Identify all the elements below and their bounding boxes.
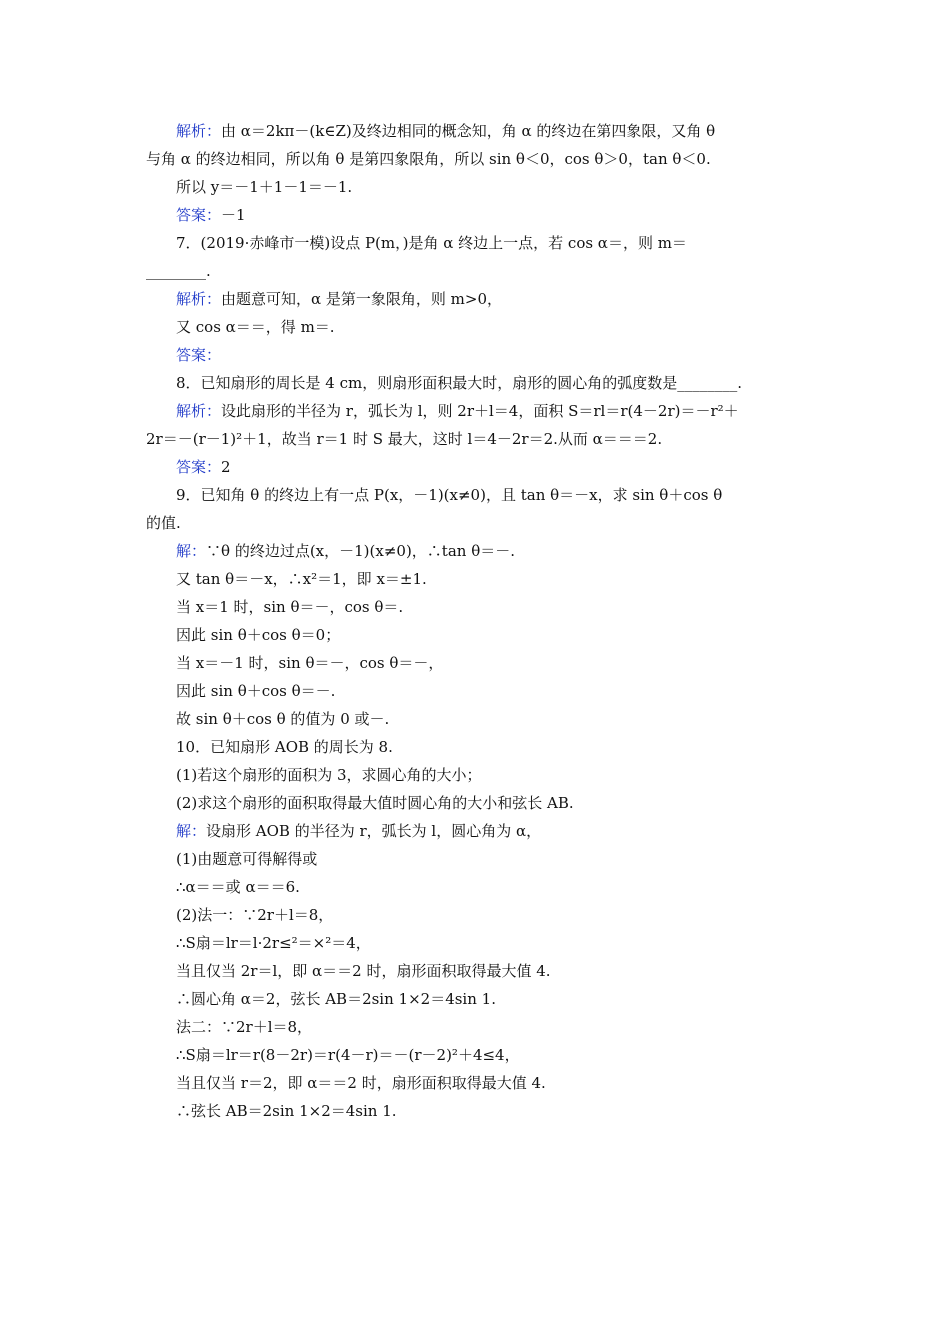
text-line (146, 258, 950, 284)
question-line (176, 734, 950, 760)
text-line (146, 146, 950, 172)
text-line (176, 314, 950, 340)
question-line (176, 482, 950, 508)
line-text: (1)若这个扇形的面积为 3，求圆心角的大小； (176, 766, 482, 784)
answer-label: 答案： (176, 458, 222, 476)
text-line (176, 202, 950, 228)
text-line (176, 986, 950, 1012)
line-text: 9．已知角 θ 的终边上有一点 P(x，－1)(x≠0)，且 tan θ＝－x，求 sin θ＋cos θ (176, 486, 723, 504)
text-line (176, 566, 950, 592)
text-line (176, 762, 950, 788)
text-line (176, 538, 950, 564)
line-text: ∴弦长 AB＝2sin 1×2＝4sin 1. (176, 1102, 397, 1120)
text-line (176, 398, 950, 424)
line-text: 当 x＝－1 时，sin θ＝－，cos θ＝－， (176, 654, 444, 672)
text-line (176, 1042, 950, 1068)
text-line (176, 1070, 950, 1096)
text-line (176, 818, 950, 844)
answer-label: 答案： (176, 346, 222, 364)
line-text: －1 (221, 206, 246, 224)
solution-label: 解析： (176, 402, 222, 420)
line-text: ∴α＝＝或 α＝＝6. (176, 878, 300, 896)
text-line (176, 790, 950, 816)
text-line (176, 622, 950, 648)
text-line (176, 650, 950, 676)
line-text: 因此 sin θ＋cos θ＝－. (176, 682, 336, 700)
text-line (176, 930, 950, 956)
line-text: 当且仅当 2r＝l，即 α＝＝2 时，扇形面积取得最大值 4. (176, 962, 551, 980)
line-text: 设扇形 AOB 的半径为 r，弧长为 l，圆心角为 α， (206, 822, 542, 840)
line-text: 由 α＝2kπ－(k∈Z)及终边相同的概念知，角 α 的终边在第四象限，又角 θ (221, 122, 716, 140)
line-text: 由题意可知，α 是第一象限角，则 m>0， (221, 290, 503, 308)
text-line (176, 594, 950, 620)
line-text: (2)求这个扇形的面积取得最大值时圆心角的大小和弦长 AB. (176, 794, 574, 812)
text-line (176, 454, 950, 480)
line-text: 2 (221, 458, 231, 476)
line-text: 又 cos α＝＝，得 m＝. (176, 318, 335, 336)
solution-label: 解： (176, 822, 207, 840)
question-line (176, 370, 950, 396)
line-text: ∴S扇＝lr＝r(8－2r)＝r(4－r)＝－(r－2)²＋4≤4， (176, 1046, 520, 1064)
text-line (146, 510, 950, 536)
question-line (176, 230, 950, 256)
line-text: 与角 α 的终边相同，所以角 θ 是第四象限角，所以 sin θ＜0，cos θ＞0，tan θ＜0. (146, 150, 711, 168)
line-text: (2)法一：∵2r＋l＝8， (176, 906, 334, 924)
text-line (176, 1098, 950, 1124)
solution-label: 解析： (176, 290, 222, 308)
line-text: ∴圆心角 α＝2，弦长 AB＝2sin 1×2＝4sin 1. (176, 990, 496, 1008)
text-line (146, 426, 950, 452)
text-line (176, 1014, 950, 1040)
text-line (176, 174, 950, 200)
text-line (176, 342, 950, 368)
line-text: 设此扇形的半径为 r，弧长为 l，则 2r＋l＝4，面积 S＝rl＝r(4－2r)＝－r²＋ (221, 402, 739, 420)
text-line (176, 118, 950, 144)
line-text: 当 x＝1 时，sin θ＝－，cos θ＝. (176, 598, 404, 616)
line-text: (1)由题意可得解得或 (176, 850, 318, 868)
text-line (176, 286, 950, 312)
line-text: 又 tan θ＝－x，∴x²＝1，即 x＝±1. (176, 570, 427, 588)
text-line (176, 958, 950, 984)
line-text: 10．已知扇形 AOB 的周长为 8. (176, 738, 393, 756)
line-text: 当且仅当 r＝2，即 α＝＝2 时，扇形面积取得最大值 4. (176, 1074, 546, 1092)
line-text: 所以 y＝－1＋1－1＝－1. (176, 178, 353, 196)
line-text: 的值. (146, 514, 181, 532)
text-line (176, 678, 950, 704)
answer-blank: ________. (146, 262, 211, 280)
line-text: 8．已知扇形的周长是 4 cm，则扇形面积最大时，扇形的圆心角的弧度数是________. (176, 374, 743, 392)
text-line (176, 874, 950, 900)
solution-label: 解析： (176, 122, 222, 140)
text-line (176, 902, 950, 928)
text-line (176, 706, 950, 732)
line-text: ∵θ 的终边过点(x，－1)(x≠0)，∴tan θ＝－. (206, 542, 515, 560)
solution-label: 解： (176, 542, 207, 560)
line-text: 因此 sin θ＋cos θ＝0； (176, 626, 341, 644)
answer-label: 答案： (176, 206, 222, 224)
line-text: 故 sin θ＋cos θ 的值为 0 或－. (176, 710, 390, 728)
text-line (176, 846, 950, 872)
line-text: 法二：∵2r＋l＝8， (176, 1018, 313, 1036)
line-text: 2r＝－(r－1)²＋1，故当 r＝1 时 S 最大，这时 l＝4－2r＝2.从而 α＝＝＝2. (146, 430, 663, 448)
line-text: 7．(2019·赤峰市一模)设点 P(m，)是角 α 终边上一点，若 cos α＝，则 m＝ (176, 234, 687, 252)
line-text: ∴S扇＝lr＝l·2r≤²＝×²＝4， (176, 934, 371, 952)
